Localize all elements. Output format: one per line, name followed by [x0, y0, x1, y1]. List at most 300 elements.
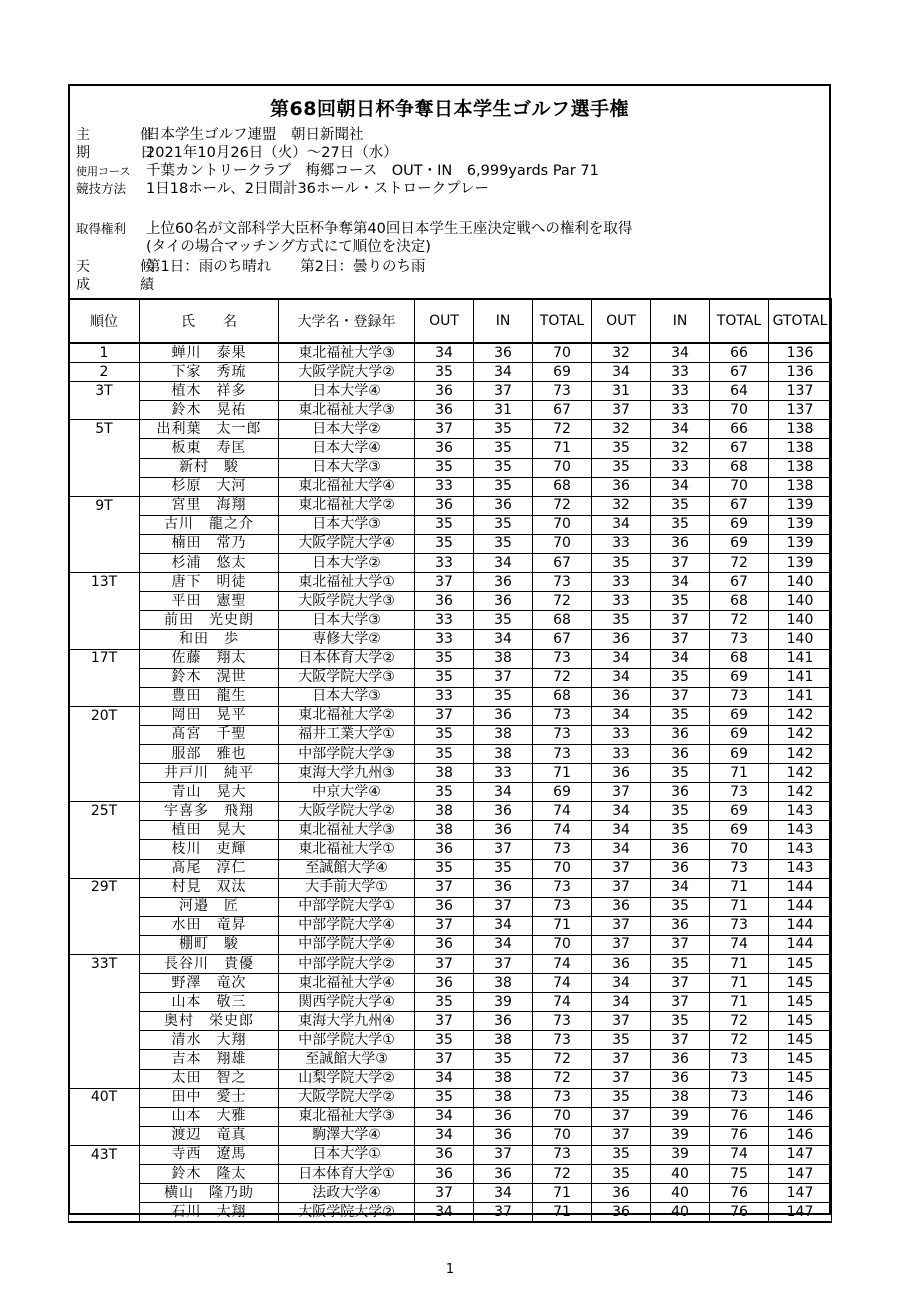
day1-out-cell: 36: [415, 439, 474, 458]
table-row: [69, 649, 832, 668]
day2-total-cell: 67: [710, 439, 769, 458]
day1-total-cell: 74: [533, 955, 592, 974]
day2-out-cell: 34: [592, 649, 651, 668]
university-cell: 大阪学院大学②: [279, 802, 415, 821]
day2-total-cell: 66: [710, 343, 769, 363]
day1-total-cell: 72: [533, 420, 592, 439]
day2-total-cell: 73: [710, 687, 769, 706]
day2-total-cell: 67: [710, 363, 769, 382]
day1-out-cell: 34: [415, 1069, 474, 1088]
day1-total-cell: 73: [533, 897, 592, 916]
grand-total-cell: 145: [769, 1012, 832, 1031]
rank-cell: [69, 534, 140, 553]
rank-cell: [69, 458, 140, 477]
day2-out-cell: 33: [592, 725, 651, 744]
day1-out-cell: 37: [415, 1050, 474, 1069]
table-row: [69, 592, 832, 611]
day1-in-cell: 36: [474, 1012, 533, 1031]
day2-out-cell: 35: [592, 611, 651, 630]
name-cell: 蝉川 泰果: [140, 343, 279, 363]
day1-out-cell: 36: [415, 840, 474, 859]
day2-in-cell: 39: [651, 1145, 710, 1164]
day2-out-cell: 35: [592, 1165, 651, 1184]
day1-in-cell: 36: [474, 802, 533, 821]
day1-out-cell: 34: [415, 1107, 474, 1126]
results-line: [76, 276, 172, 294]
name-cell: 楠田 常乃: [140, 534, 279, 553]
name-cell: 宇喜多 飛翔: [140, 802, 279, 821]
day2-out-cell: 37: [592, 1050, 651, 1069]
table-row: [69, 974, 832, 993]
day2-total-cell: 72: [710, 1031, 769, 1050]
rank-cell: 17T: [69, 649, 140, 668]
university-cell: 中部学院大学②: [279, 955, 415, 974]
rank-cell: [69, 401, 140, 420]
organizer-value: 日本学生ゴルフ連盟 朝日新聞社: [146, 127, 364, 143]
day1-out-cell: 36: [415, 1165, 474, 1184]
day2-total-cell: 73: [710, 1050, 769, 1069]
organizer-line: [76, 126, 364, 144]
day2-in-cell: 39: [651, 1126, 710, 1145]
grand-total-cell: 136: [769, 343, 832, 363]
day1-out-cell: 35: [415, 515, 474, 534]
header-day2-in: IN: [651, 299, 710, 343]
name-cell: 棚町 駿: [140, 935, 279, 954]
day2-in-cell: 37: [651, 554, 710, 573]
day1-in-cell: 37: [474, 897, 533, 916]
table-row: [69, 534, 832, 553]
university-cell: 大阪学院大学④: [279, 534, 415, 553]
day1-total-cell: 72: [533, 592, 592, 611]
day2-total-cell: 69: [710, 821, 769, 840]
day1-out-cell: 38: [415, 802, 474, 821]
day1-in-cell: 36: [474, 496, 533, 515]
day1-out-cell: 37: [415, 1184, 474, 1203]
grand-total-cell: 140: [769, 630, 832, 649]
day2-out-cell: 37: [592, 783, 651, 802]
day2-total-cell: 72: [710, 1012, 769, 1031]
header-day2-total: TOTAL: [710, 299, 769, 343]
day1-total-cell: 70: [533, 935, 592, 954]
table-row: [69, 687, 832, 706]
day1-total-cell: 72: [533, 1050, 592, 1069]
rank-cell: 5T: [69, 420, 140, 439]
day1-in-cell: 38: [474, 649, 533, 668]
day2-out-cell: 34: [592, 840, 651, 859]
university-cell: 法政大学④: [279, 1184, 415, 1203]
day1-out-cell: 33: [415, 687, 474, 706]
university-cell: 山梨学院大学②: [279, 1069, 415, 1088]
grand-total-cell: 137: [769, 401, 832, 420]
day2-total-cell: 68: [710, 592, 769, 611]
rank-cell: [69, 1107, 140, 1126]
day2-total-cell: 70: [710, 477, 769, 496]
grand-total-cell: 147: [769, 1165, 832, 1184]
rank-cell: 29T: [69, 878, 140, 897]
period-label: 期 日: [76, 145, 172, 161]
day2-out-cell: 36: [592, 955, 651, 974]
day1-in-cell: 38: [474, 744, 533, 763]
day2-total-cell: 70: [710, 401, 769, 420]
day1-total-cell: 71: [533, 764, 592, 783]
name-cell: 髙尾 淳仁: [140, 859, 279, 878]
day1-total-cell: 73: [533, 725, 592, 744]
day2-out-cell: 37: [592, 935, 651, 954]
day2-in-cell: 34: [651, 878, 710, 897]
day1-in-cell: 35: [474, 420, 533, 439]
day2-in-cell: 35: [651, 955, 710, 974]
grand-total-cell: 141: [769, 687, 832, 706]
day2-total-cell: 70: [710, 840, 769, 859]
day1-out-cell: 35: [415, 534, 474, 553]
day2-in-cell: 37: [651, 611, 710, 630]
rank-cell: [69, 764, 140, 783]
name-cell: 豊田 龍生: [140, 687, 279, 706]
day2-out-cell: 36: [592, 1184, 651, 1203]
results-body: [69, 343, 832, 1222]
day1-total-cell: 73: [533, 878, 592, 897]
university-cell: 東北福祉大学③: [279, 1107, 415, 1126]
day1-out-cell: 37: [415, 878, 474, 897]
day1-total-cell: 73: [533, 744, 592, 763]
table-row: [69, 1069, 832, 1088]
day1-total-cell: 72: [533, 496, 592, 515]
day2-in-cell: 34: [651, 420, 710, 439]
day1-out-cell: 33: [415, 554, 474, 573]
day1-out-cell: 35: [415, 1088, 474, 1107]
results-sheet: [68, 84, 831, 1220]
day2-total-cell: 69: [710, 515, 769, 534]
day1-total-cell: 67: [533, 401, 592, 420]
day1-out-cell: 36: [415, 1145, 474, 1164]
day2-total-cell: 67: [710, 496, 769, 515]
day1-in-cell: 38: [474, 1031, 533, 1050]
day1-total-cell: 71: [533, 1203, 592, 1223]
day2-in-cell: 37: [651, 935, 710, 954]
rank-cell: [69, 1050, 140, 1069]
day1-total-cell: 70: [533, 534, 592, 553]
rank-cell: [69, 668, 140, 687]
grand-total-cell: 146: [769, 1126, 832, 1145]
university-cell: 駒澤大学④: [279, 1126, 415, 1145]
table-row: [69, 1165, 832, 1184]
rank-cell: [69, 554, 140, 573]
rank-cell: 43T: [69, 1145, 140, 1164]
table-row: [69, 573, 832, 592]
grand-total-cell: 136: [769, 363, 832, 382]
table-row: [69, 420, 832, 439]
grand-total-cell: 139: [769, 515, 832, 534]
period-line: [76, 144, 398, 162]
name-cell: 野澤 竜次: [140, 974, 279, 993]
day1-out-cell: 36: [415, 935, 474, 954]
day2-out-cell: 34: [592, 363, 651, 382]
day1-total-cell: 72: [533, 668, 592, 687]
table-header-row: [69, 299, 832, 343]
header-grand-total: GTOTAL: [769, 299, 832, 343]
grand-total-cell: 143: [769, 802, 832, 821]
university-cell: 東北福祉大学①: [279, 573, 415, 592]
university-cell: 福井工業大学①: [279, 725, 415, 744]
day2-total-cell: 73: [710, 916, 769, 935]
name-cell: 髙宮 千聖: [140, 725, 279, 744]
day1-in-cell: 35: [474, 687, 533, 706]
grand-total-cell: 147: [769, 1145, 832, 1164]
rank-cell: [69, 859, 140, 878]
results-table: [68, 298, 832, 1223]
table-row: [69, 993, 832, 1012]
day2-total-cell: 69: [710, 706, 769, 725]
day1-total-cell: 73: [533, 1088, 592, 1107]
day1-out-cell: 37: [415, 706, 474, 725]
rank-cell: [69, 935, 140, 954]
day2-out-cell: 35: [592, 458, 651, 477]
day1-total-cell: 69: [533, 783, 592, 802]
header-day1-out: OUT: [415, 299, 474, 343]
grand-total-cell: 138: [769, 420, 832, 439]
name-cell: 田中 愛士: [140, 1088, 279, 1107]
table-row: [69, 1107, 832, 1126]
university-cell: 日本大学④: [279, 439, 415, 458]
header-university: 大学名・登録年: [279, 299, 415, 343]
day2-out-cell: 33: [592, 573, 651, 592]
table-row: [69, 1012, 832, 1031]
day2-total-cell: 73: [710, 1069, 769, 1088]
rank-cell: 33T: [69, 955, 140, 974]
grand-total-cell: 138: [769, 477, 832, 496]
day2-in-cell: 37: [651, 974, 710, 993]
name-cell: 村見 双汰: [140, 878, 279, 897]
day1-out-cell: 36: [415, 382, 474, 401]
day2-total-cell: 68: [710, 649, 769, 668]
weather-label: 天 候: [76, 259, 172, 275]
day2-total-cell: 73: [710, 783, 769, 802]
day1-total-cell: 68: [533, 477, 592, 496]
table-row: [69, 1203, 832, 1223]
university-cell: 東北福祉大学②: [279, 706, 415, 725]
name-cell: 古川 龍之介: [140, 515, 279, 534]
university-cell: 日本大学③: [279, 611, 415, 630]
day2-total-cell: 75: [710, 1165, 769, 1184]
day2-out-cell: 35: [592, 554, 651, 573]
table-row: [69, 630, 832, 649]
table-row: [69, 783, 832, 802]
grand-total-cell: 144: [769, 916, 832, 935]
day2-out-cell: 35: [592, 1088, 651, 1107]
name-cell: 吉本 翔雄: [140, 1050, 279, 1069]
grand-total-cell: 145: [769, 955, 832, 974]
day1-total-cell: 74: [533, 802, 592, 821]
day2-total-cell: 67: [710, 573, 769, 592]
table-row: [69, 343, 832, 363]
day2-in-cell: 37: [651, 993, 710, 1012]
table-row: [69, 1184, 832, 1203]
table-row: [69, 955, 832, 974]
rank-cell: [69, 783, 140, 802]
day2-in-cell: 36: [651, 859, 710, 878]
table-row: [69, 1145, 832, 1164]
day1-in-cell: 36: [474, 1126, 533, 1145]
name-cell: 下家 秀琉: [140, 363, 279, 382]
grand-total-cell: 140: [769, 573, 832, 592]
day1-total-cell: 68: [533, 611, 592, 630]
day2-total-cell: 71: [710, 993, 769, 1012]
day2-out-cell: 34: [592, 668, 651, 687]
day1-total-cell: 70: [533, 458, 592, 477]
table-row: [69, 477, 832, 496]
university-cell: 東北福祉大学①: [279, 840, 415, 859]
day2-in-cell: 36: [651, 744, 710, 763]
rank-cell: 40T: [69, 1088, 140, 1107]
day2-in-cell: 33: [651, 458, 710, 477]
name-cell: 長谷川 貴優: [140, 955, 279, 974]
rank-cell: [69, 993, 140, 1012]
day2-out-cell: 33: [592, 534, 651, 553]
day2-total-cell: 69: [710, 725, 769, 744]
day2-out-cell: 34: [592, 993, 651, 1012]
grand-total-cell: 143: [769, 840, 832, 859]
day1-out-cell: 38: [415, 821, 474, 840]
grand-total-cell: 142: [769, 744, 832, 763]
grand-total-cell: 144: [769, 878, 832, 897]
university-cell: 中部学院大学①: [279, 897, 415, 916]
course-value: 千葉カントリークラブ 梅郷コース OUT・IN 6,999yards Par 71: [146, 163, 599, 179]
day2-total-cell: 69: [710, 668, 769, 687]
day2-in-cell: 35: [651, 668, 710, 687]
name-cell: 新村 駿: [140, 458, 279, 477]
name-cell: 清水 大翔: [140, 1031, 279, 1050]
table-row: [69, 840, 832, 859]
rank-cell: [69, 840, 140, 859]
day1-out-cell: 35: [415, 725, 474, 744]
day1-in-cell: 36: [474, 1107, 533, 1126]
day2-total-cell: 69: [710, 744, 769, 763]
day1-total-cell: 71: [533, 916, 592, 935]
day2-total-cell: 71: [710, 897, 769, 916]
day1-out-cell: 35: [415, 363, 474, 382]
day1-out-cell: 35: [415, 649, 474, 668]
day2-in-cell: 35: [651, 496, 710, 515]
day1-in-cell: 38: [474, 974, 533, 993]
rank-cell: [69, 1012, 140, 1031]
day1-out-cell: 35: [415, 668, 474, 687]
name-cell: 前田 光史朗: [140, 611, 279, 630]
grand-total-cell: 138: [769, 458, 832, 477]
day1-total-cell: 71: [533, 439, 592, 458]
table-row: [69, 363, 832, 382]
day1-total-cell: 70: [533, 1107, 592, 1126]
rank-cell: [69, 439, 140, 458]
day2-out-cell: 36: [592, 1203, 651, 1223]
day2-out-cell: 37: [592, 1012, 651, 1031]
day1-in-cell: 34: [474, 783, 533, 802]
university-cell: 中京大学④: [279, 783, 415, 802]
rights-label: 取得権利: [76, 221, 127, 236]
rank-cell: [69, 916, 140, 935]
day2-in-cell: 40: [651, 1203, 710, 1223]
day1-out-cell: 34: [415, 1203, 474, 1223]
day2-in-cell: 36: [651, 1050, 710, 1069]
rank-cell: [69, 1184, 140, 1203]
header-day2-out: OUT: [592, 299, 651, 343]
university-cell: 関西学院大学④: [279, 993, 415, 1012]
university-cell: 至誠館大学④: [279, 859, 415, 878]
table-row: [69, 496, 832, 515]
header-day1-total: TOTAL: [533, 299, 592, 343]
day1-total-cell: 70: [533, 859, 592, 878]
day2-out-cell: 34: [592, 706, 651, 725]
university-cell: 日本大学①: [279, 1145, 415, 1164]
grand-total-cell: 145: [769, 1069, 832, 1088]
day2-in-cell: 40: [651, 1165, 710, 1184]
day2-out-cell: 37: [592, 916, 651, 935]
day1-in-cell: 36: [474, 573, 533, 592]
table-row: [69, 706, 832, 725]
day1-in-cell: 31: [474, 401, 533, 420]
day1-total-cell: 72: [533, 1069, 592, 1088]
table-row: [69, 401, 832, 420]
rights-line: [76, 220, 632, 238]
university-cell: 中部学院大学④: [279, 916, 415, 935]
day1-out-cell: 36: [415, 897, 474, 916]
day1-in-cell: 38: [474, 1088, 533, 1107]
grand-total-cell: 142: [769, 764, 832, 783]
day2-in-cell: 35: [651, 897, 710, 916]
grand-total-cell: 139: [769, 534, 832, 553]
day1-total-cell: 74: [533, 993, 592, 1012]
university-cell: 中部学院大学④: [279, 935, 415, 954]
day2-in-cell: 39: [651, 1107, 710, 1126]
day2-out-cell: 37: [592, 1069, 651, 1088]
day1-out-cell: 36: [415, 401, 474, 420]
university-cell: 日本大学②: [279, 554, 415, 573]
day2-out-cell: 32: [592, 420, 651, 439]
name-cell: 河邉 匠: [140, 897, 279, 916]
day2-out-cell: 37: [592, 401, 651, 420]
day2-out-cell: 37: [592, 1126, 651, 1145]
name-cell: 植木 祥多: [140, 382, 279, 401]
day1-in-cell: 37: [474, 955, 533, 974]
day1-out-cell: 37: [415, 420, 474, 439]
day2-in-cell: 33: [651, 401, 710, 420]
table-row: [69, 1050, 832, 1069]
header-day1-in: IN: [474, 299, 533, 343]
day2-total-cell: 76: [710, 1126, 769, 1145]
table-row: [69, 611, 832, 630]
day1-total-cell: 69: [533, 363, 592, 382]
day2-total-cell: 74: [710, 1145, 769, 1164]
grand-total-cell: 141: [769, 668, 832, 687]
header-rank: 順位: [69, 299, 140, 343]
day2-in-cell: 35: [651, 706, 710, 725]
university-cell: 専修大学②: [279, 630, 415, 649]
method-value: 1日18ホール、2日間計36ホール・ストロークプレー: [146, 181, 490, 197]
day2-in-cell: 35: [651, 802, 710, 821]
day1-total-cell: 73: [533, 706, 592, 725]
day2-in-cell: 36: [651, 916, 710, 935]
rank-cell: 9T: [69, 496, 140, 515]
university-cell: 大阪学院大学③: [279, 668, 415, 687]
day2-in-cell: 33: [651, 382, 710, 401]
day2-in-cell: 34: [651, 477, 710, 496]
name-cell: 枝川 吏輝: [140, 840, 279, 859]
table-row: [69, 1031, 832, 1050]
rank-cell: 13T: [69, 573, 140, 592]
rank-cell: [69, 687, 140, 706]
day2-in-cell: 36: [651, 534, 710, 553]
university-cell: 日本大学③: [279, 515, 415, 534]
name-cell: 植田 晃大: [140, 821, 279, 840]
